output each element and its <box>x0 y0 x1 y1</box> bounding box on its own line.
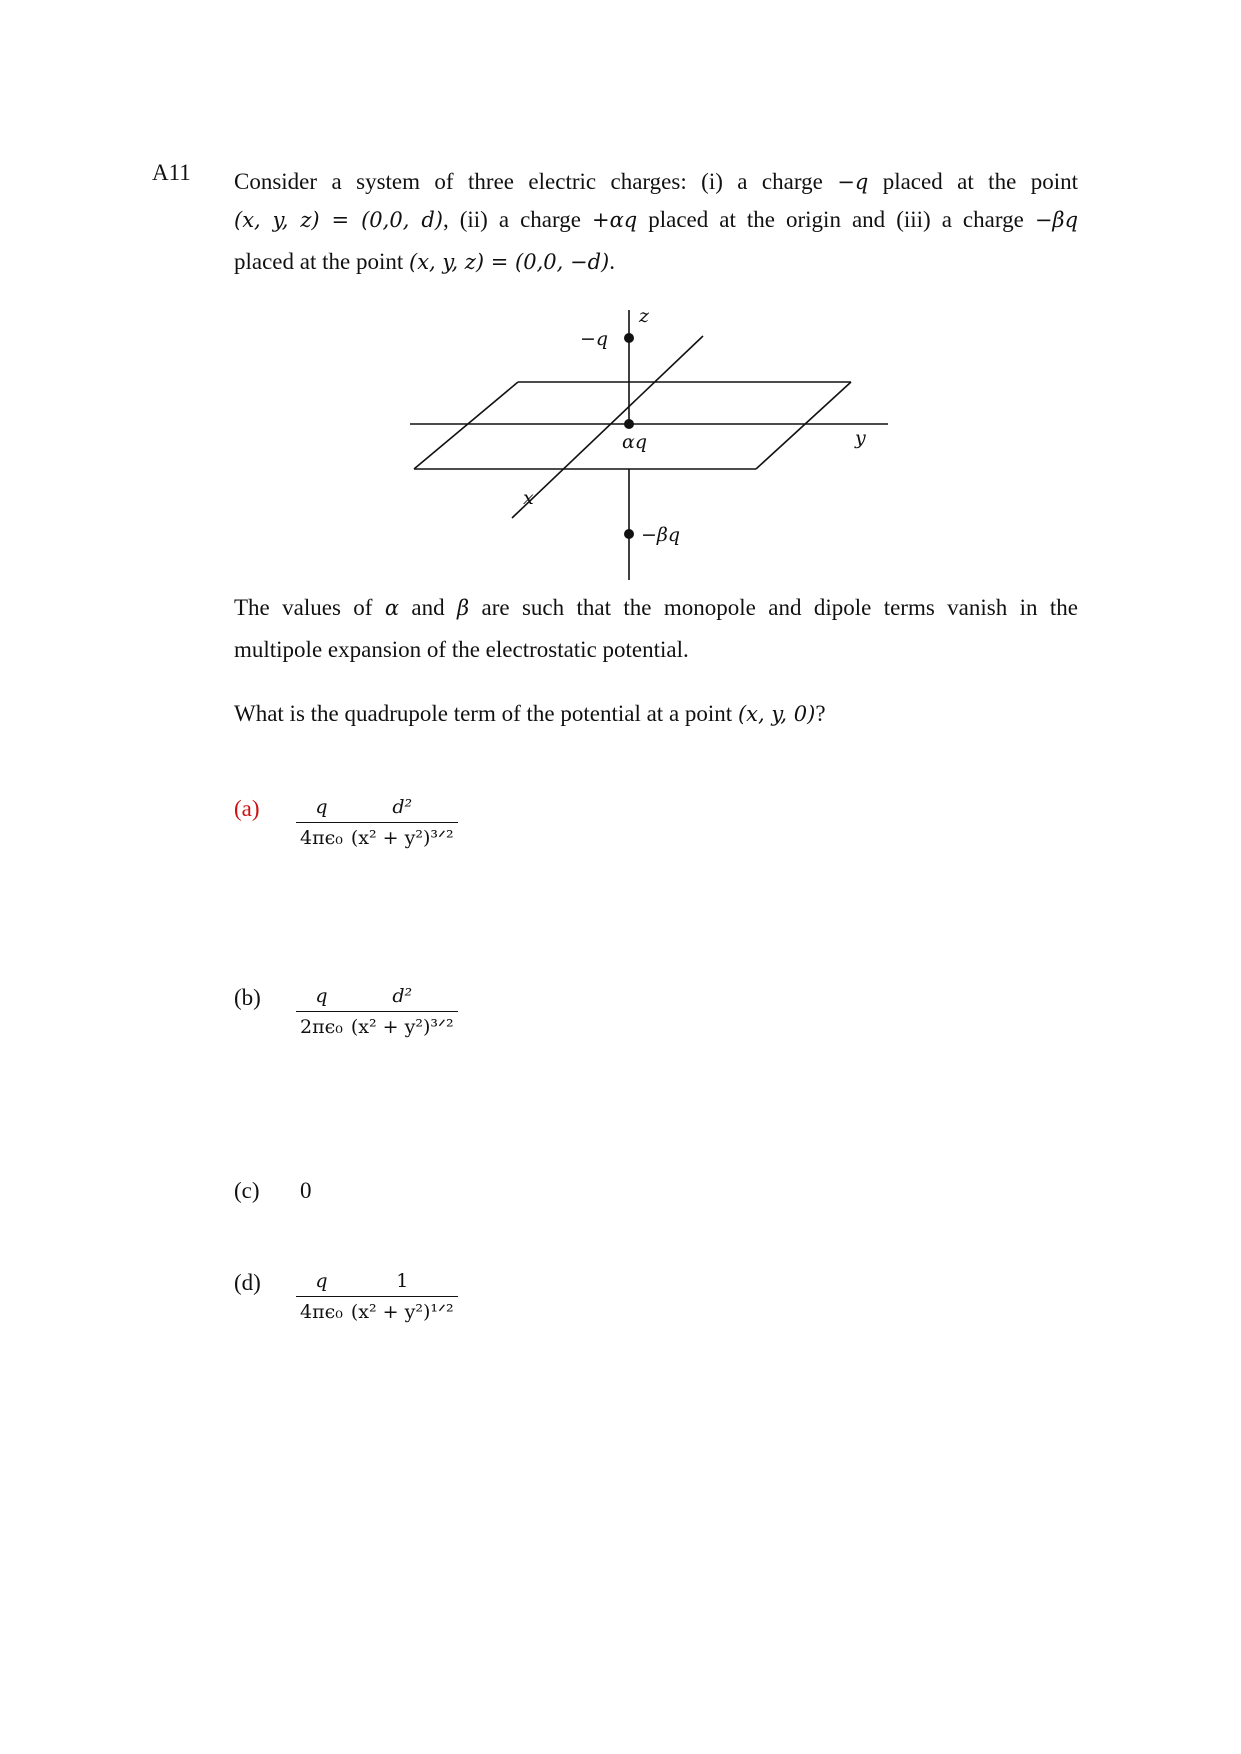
option-b-label: (b) <box>234 985 261 1010</box>
math-run: −q <box>837 170 869 194</box>
math-run: β <box>457 596 470 620</box>
option-d-label: (d) <box>234 1270 261 1295</box>
math-run: +αq <box>591 208 638 232</box>
option-c-value: 0 <box>300 1178 312 1203</box>
condition-line-1 <box>234 586 1078 630</box>
y-axis-label: y <box>855 427 866 449</box>
math-run: (x, y, 0) <box>737 702 816 726</box>
text-run: and <box>399 595 457 620</box>
text-run: placed at the origin and (iii) a charge <box>637 207 1035 232</box>
bottom-charge-label: −βq <box>641 524 681 546</box>
math-run: = <box>484 250 516 274</box>
text-run: placed at the point <box>234 249 409 274</box>
x-axis-label: x <box>523 487 534 509</box>
intro-line-2 <box>234 198 1078 242</box>
plane-left-edge <box>414 382 518 469</box>
option-d-expression <box>296 1266 458 1327</box>
option-b-expression <box>296 981 458 1042</box>
charge-origin-dot <box>624 419 634 429</box>
math-run: (x, y, z) <box>234 208 320 232</box>
text-run: are such that the monopole and dipole terms vanish in the <box>469 595 1078 620</box>
text-run: ? <box>815 701 826 726</box>
text-run: What is the quadrupole term of the potential at a point <box>234 701 738 726</box>
z-axis-label: z <box>639 305 650 327</box>
charge-top-dot <box>624 333 634 343</box>
math-run: α <box>384 596 400 620</box>
text-run: Consider a system of three electric charges: (i) a charge <box>234 169 838 194</box>
math-run: −βq <box>1034 208 1079 232</box>
option-d-factor: $\frac{1}{\text{(x² + y²)¹ᐟ²}}$ <box>347 1266 458 1327</box>
plane-right-edge <box>756 382 851 469</box>
option-a-label: (a) <box>234 796 260 821</box>
text-run: multipole expansion of the electrostatic potential. <box>234 637 689 662</box>
condition-line-2 <box>234 628 1078 672</box>
option-c-label: (c) <box>234 1178 260 1203</box>
question-number: A11 <box>152 160 191 185</box>
charge-bottom-dot <box>624 529 634 539</box>
option-a-factor: $\frac{\text{d²}}{\text{(x² + y²)³ᐟ²}}$ <box>347 792 458 853</box>
option-a-expression <box>296 792 458 853</box>
math-run: = <box>319 208 362 232</box>
option-d-prefactor: $\frac{q}{\text{4πϵ₀}}$ <box>296 1266 347 1327</box>
option-b-prefactor: $\frac{q}{\text{2πϵ₀}}$ <box>296 981 347 1042</box>
text-run: placed at the point <box>868 169 1078 194</box>
option-a-prefactor: $\frac{q}{\text{4πϵ₀}}$ <box>296 792 347 853</box>
math-run: (0,0, d) <box>361 208 443 232</box>
origin-charge-label: αq <box>622 431 647 453</box>
text-run: The values of <box>234 595 385 620</box>
x-axis <box>512 336 703 518</box>
option-b-factor: $\frac{\text{d²}}{\text{(x² + y²)³ᐟ²}}$ <box>347 981 458 1042</box>
question-prompt <box>234 692 1078 736</box>
text-run: . <box>609 249 615 274</box>
text-run: , (ii) a charge <box>442 207 592 232</box>
top-charge-label: −q <box>580 328 609 350</box>
math-run: (0,0, −d) <box>515 250 610 274</box>
math-run: (x, y, z) <box>409 250 485 274</box>
charge-diagram <box>400 298 900 588</box>
intro-line-3 <box>234 240 1078 284</box>
